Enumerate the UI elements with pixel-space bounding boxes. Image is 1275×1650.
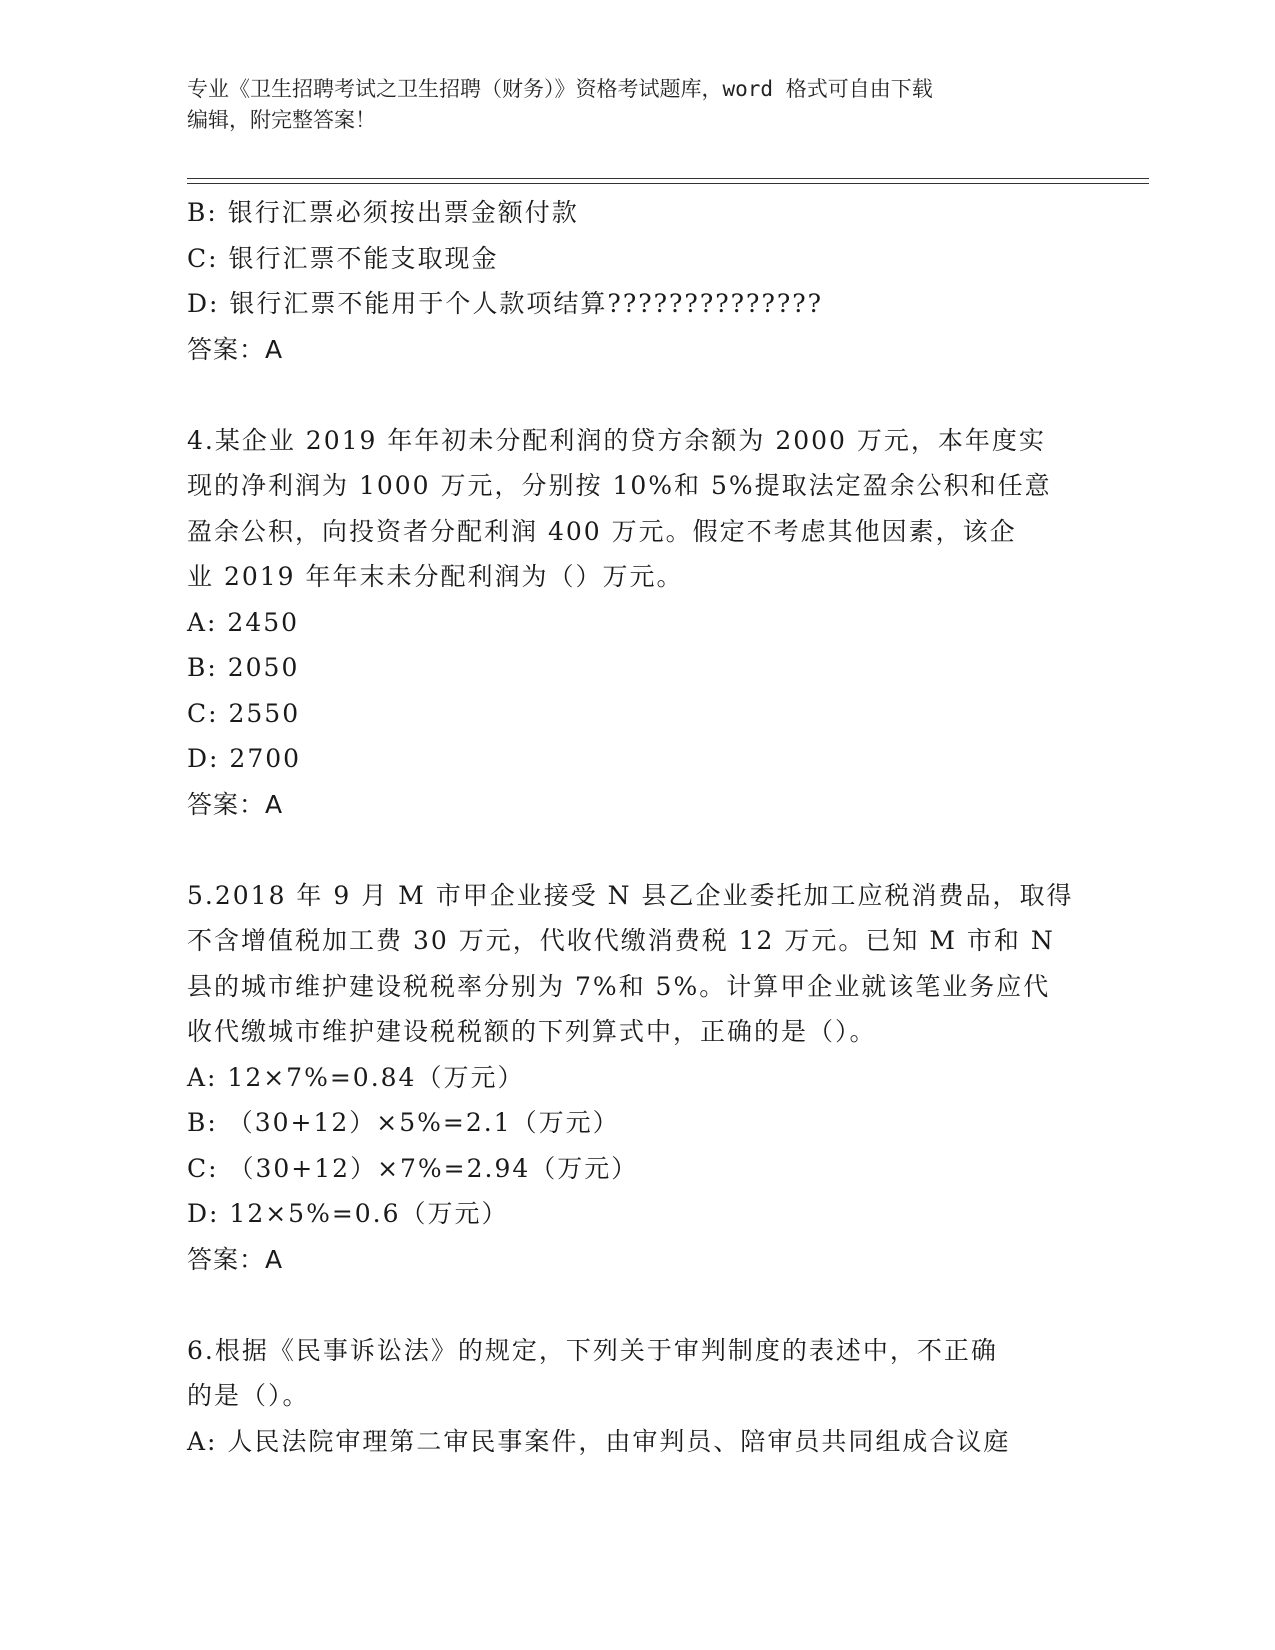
q5-stem-line: 收代缴城市维护建设税税额的下列算式中，正确的是（）。 — [187, 1017, 877, 1046]
q5-stem-line: 县的城市维护建设税税率分别为 7%和 5%。计算甲企业就该笔业务应代 — [187, 971, 1051, 1001]
q4-option-a: A: 2450 — [187, 607, 300, 637]
q5-stem-line: 5.2018 年 9 月 M 市甲企业接受 N 县乙企业委托加工应税消费品，取得 — [187, 880, 1074, 910]
q3-option-d: D: 银行汇票不能用于个人款项结算?????????????? — [187, 289, 824, 318]
q5-answer: 答案：A — [187, 1244, 284, 1274]
q4-answer: 答案：A — [187, 789, 284, 819]
spacer — [187, 372, 1087, 418]
q4-stem-line: 4.某企业 2019 年年初未分配利润的贷方余额为 2000 万元，本年度实 — [187, 425, 1046, 455]
q4-option-c: C: 2550 — [187, 698, 301, 728]
header-rule-bottom — [187, 183, 1149, 184]
q3-option-b: B: 银行汇票必须按出票金额付款 — [187, 198, 579, 227]
q6-stem-line: 的是（）。 — [187, 1381, 310, 1410]
q6-option-a: A: 人民法院审理第二审民事案件，由审判员、陪审员共同组成合议庭 — [187, 1426, 1011, 1456]
header-rule-top — [187, 178, 1149, 179]
q5-option-d: D: 12×5%=0.6（万元） — [187, 1199, 509, 1228]
document-header — [187, 74, 1067, 136]
q5-option-b: B: （30+12）×5%=2.1（万元） — [187, 1108, 620, 1137]
question-5 — [187, 873, 1087, 1283]
q5-stem-line: 不含增值税加工费 30 万元，代收代缴消费税 12 万元。已知 M 市和 N — [187, 926, 1055, 955]
question-4 — [187, 418, 1087, 828]
header-line-2: 编辑，附完整答案！ — [187, 108, 376, 132]
q3-option-c: C: 银行汇票不能支取现金 — [187, 243, 499, 273]
q4-option-b: B: 2050 — [187, 653, 300, 682]
q4-option-d: D: 2700 — [187, 744, 302, 773]
q3-answer: 答案：A — [187, 334, 284, 364]
q4-stem-line: 业 2019 年年末未分配利润为（）万元。 — [187, 562, 684, 591]
q5-option-a: A: 12×7%=0.84（万元） — [187, 1062, 525, 1092]
question-content — [187, 190, 1087, 1464]
q5-option-c: C: （30+12）×7%=2.94（万元） — [187, 1153, 639, 1183]
q4-stem-line: 现的净利润为 1000 万元，分别按 10%和 5%提取法定盈余公积和任意 — [187, 471, 1052, 500]
spacer — [187, 827, 1087, 873]
question-3-continued — [187, 190, 1087, 372]
question-6 — [187, 1328, 1087, 1465]
spacer — [187, 1282, 1087, 1328]
q6-stem-line: 6.根据《民事诉讼法》的规定，下列关于审判制度的表述中，不正确 — [187, 1335, 998, 1365]
q4-stem-line: 盈余公积，向投资者分配利润 400 万元。假定不考虑其他因素，该企 — [187, 516, 1017, 546]
header-line-1: 专业《卫生招聘考试之卫生招聘（财务）》资格考试题库，word 格式可自由下载 — [187, 77, 933, 101]
